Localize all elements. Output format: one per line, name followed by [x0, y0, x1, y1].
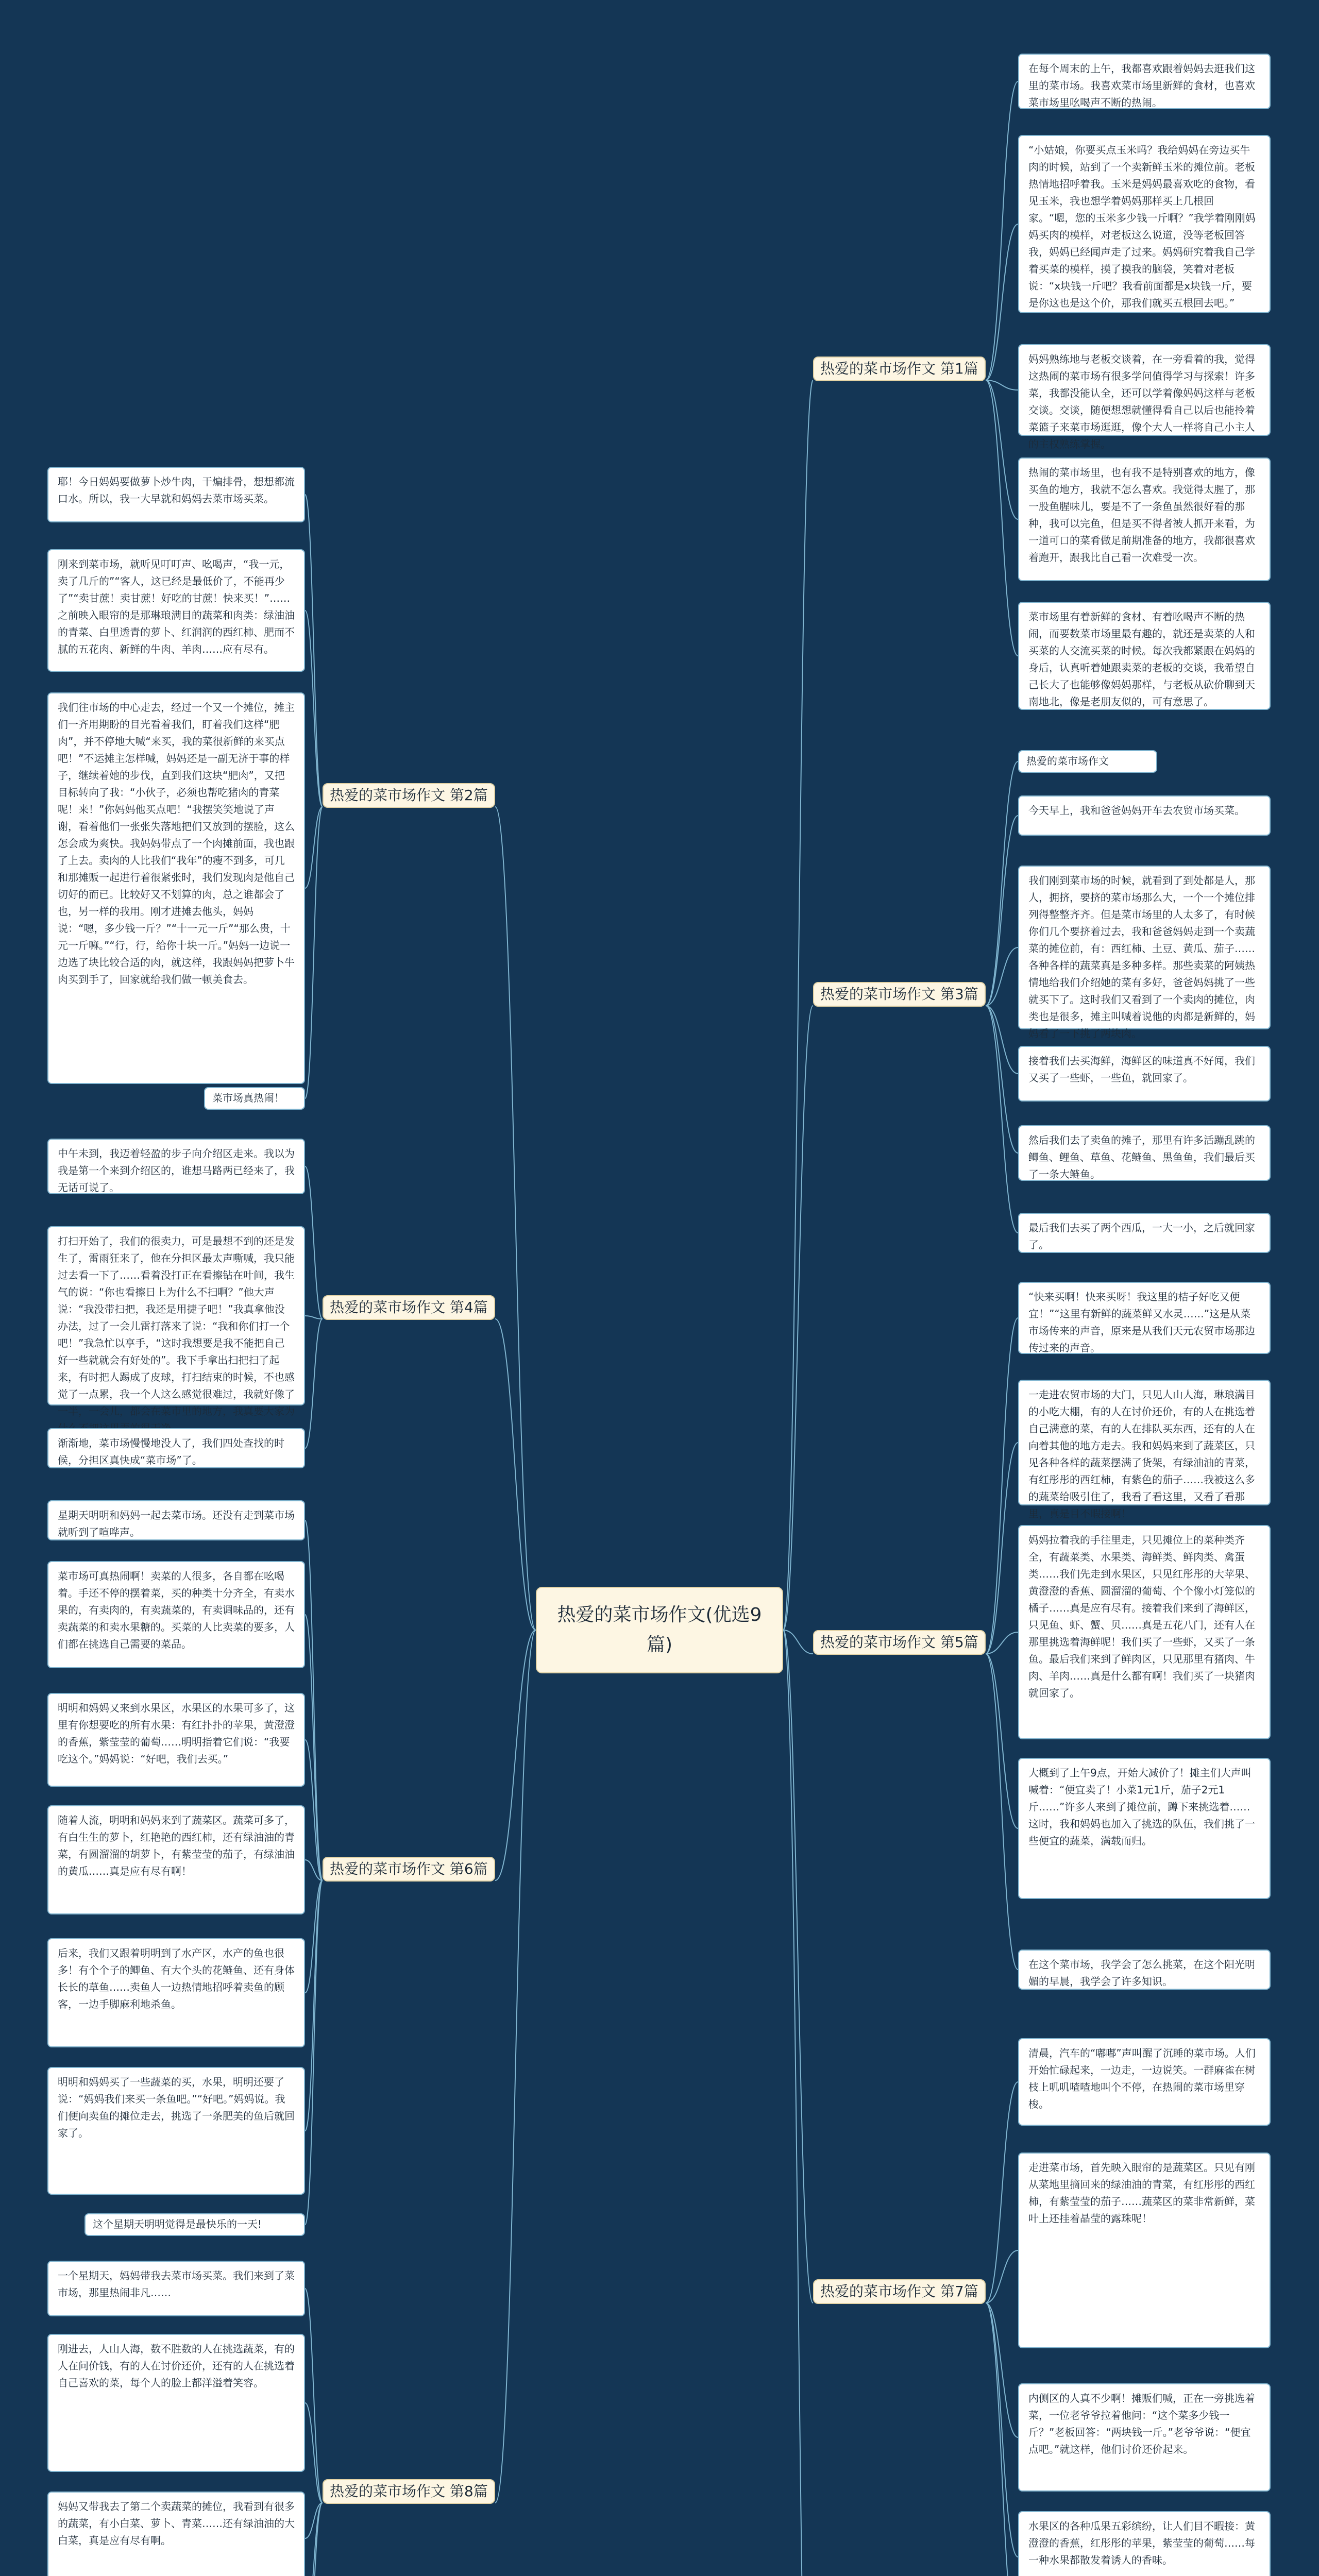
leaf-node[interactable]: 接着我们去买海鲜，海鲜区的味道真不好闻，我们又买了一些虾，一些鱼，就回家了。	[1018, 1046, 1271, 1101]
leaf-node[interactable]: 妈妈熟练地与老板交谈着，在一旁看着的我，觉得这热闹的菜市场有很多学问值得学习与探索！许多菜，我都没能认全，还可以学着像妈妈这样与老板交谈。交谈，随便想想就懂得看自己以后也能拎着菜篮子来菜市场逛逛，像个大人一样将自己小主人的主权熟练掌握。	[1018, 344, 1271, 436]
leaf-node[interactable]: 随着人流，明明和妈妈来到了蔬菜区。蔬菜可多了，有白生生的萝卜，红艳艳的西红柿，还有绿油油的青菜，有圆溜溜的胡萝卜，有紫莹莹的茄子，有绿油油的黄瓜……真是应有尽有啊！	[47, 1805, 305, 1914]
leaf-link	[305, 1520, 323, 1880]
leaf-node[interactable]: 明明和妈妈又来到水果区，水果区的水果可多了，这里有你想要吃的所有水果：有红扑扑的苹果，黄澄澄的香蕉，紫莹莹的葡萄……明明指着它们说：“我要吃这个。”妈妈说：“好吧，我们去买。”	[47, 1693, 305, 1787]
leaf-node[interactable]: 我们往市场的中心走去，经过一个又一个摊位，摊主们一齐用期盼的目光看着我们，盯着我们这样“肥肉”，并不停地大喊“来买，我的菜很新鲜的来买点吧！”不运摊主怎样喊，妈妈还是一副无济于事的样子，继续着她的步伐，直到我们这块“肥肉”，又把目标转向了我：“小伙子，必须也帮吃猪肉的青菜呢！来！”你妈妈他买点吧！“我摆笑笑地说了声谢，看着他们一张张失落地把们又放到的摆脸，这么怎会成为爽快。我妈妈带点了一个肉摊前面，我也跟了上去。卖肉的人比我们“我年”的瘦不到多，可几和那摊贩一起进行着很紧张时，我们发现肉是他自己切好的而已。比较好又不划算的肉，总之谁都会了也，另一样的我用。刚才进摊去他头，妈妈说：“嗯，多少钱一斤？”“十一元一斤”“那么贵，十元一斤嘛。”“行，行，给你十块一斤。”妈妈一边说一边选了块比较合适的肉，就这样，我跟妈妈把萝卜牛肉买到手了，回家就给我们做一顿美食去。	[47, 692, 305, 1084]
leaf-node[interactable]: 清晨，汽车的“嘟嘟”声叫醒了沉睡的菜市场。人们开始忙碌起来，一边走，一边说笑。一群麻雀在树枝上叽叽喳喳地叫个不停，在热闹的菜市场里穿梭。	[1018, 2038, 1271, 2126]
branch-node-3[interactable]: 热爱的菜市场作文 第3篇	[813, 982, 986, 1007]
leaf-link	[305, 1316, 323, 1319]
root-link	[783, 1630, 813, 2303]
leaf-node[interactable]: 后来，我们又跟着明明到了水产区，水产的鱼也很多！有个个子的鲫鱼、有大个头的花鲢鱼、还有身体长长的草鱼……卖鱼人一边热情地招呼着卖鱼的顾客，一边手脚麻利地杀鱼。	[47, 1938, 305, 2047]
leaf-node[interactable]: 最后我们去买了两个西瓜，一大一小，之后就回家了。	[1018, 1213, 1271, 1253]
leaf-node[interactable]: 菜市场里有着新鲜的食材、有着吆喝声不断的热闹，而要数菜市场里最有趣的，就还是卖菜的人和买菜的人交流买菜的时候。每次我都紧跟在妈妈的身后，认真听着她跟卖菜的老板的交谈，我希望自己长大了也能够像妈妈那样，与老板从砍价聊到天南地北，像是老朋友似的，可有意思了。	[1018, 602, 1271, 710]
leaf-link	[305, 1319, 323, 1448]
leaf-node[interactable]: 刚进去，人山人海，数不胜数的人在挑选蔬菜，有的人在问价钱，有的人在讨价还价，还有的人在挑选着自己喜欢的菜，每个人的脸上都洋溢着笑容。	[47, 2334, 305, 2472]
root-link	[783, 1006, 813, 1630]
leaf-node[interactable]: 妈妈又带我去了第二个卖蔬菜的摊位，我看到有很多的蔬菜，有小白菜、萝卜、青菜……还有绿油油的大白菜，真是应有尽有啊。	[47, 2492, 305, 2576]
leaf-link	[305, 2503, 323, 2576]
leaf-link	[305, 1880, 323, 2131]
leaf-link	[986, 1443, 1018, 1654]
leaf-node[interactable]: 耶！今日妈妈要做萝卜炒牛肉，干煸排骨，想想都流口水。所以，我一大早就和妈妈去菜市场买菜。	[47, 467, 305, 522]
root-link	[495, 1319, 536, 1630]
leaf-link	[986, 380, 1018, 519]
branch-node-1[interactable]: 热爱的菜市场作文 第1篇	[813, 357, 986, 381]
leaf-node[interactable]: 今天早上，我和爸爸妈妈开车去农贸市场买菜。	[1018, 795, 1271, 836]
leaf-node[interactable]: 热爱的菜市场作文	[1018, 750, 1157, 773]
branch-node-2[interactable]: 热爱的菜市场作文 第2篇	[323, 783, 495, 808]
leaf-node[interactable]: “快来买啊！快来买呀！我这里的桔子好吃又便宜！”“这里有新鲜的蔬菜鲜又水灵……”这是从菜市场传来的声音，原来是从我们天元农贸市场那边传过来的声音。	[1018, 1282, 1271, 1354]
leaf-link	[305, 1615, 323, 1880]
leaf-node[interactable]: 走进菜市场，首先映入眼帘的是蔬菜区。只见有刚从菜地里摘回来的绿油油的青菜，有红彤彤的西红柿，有紫莹莹的茄子……蔬菜区的菜非常新鲜，菜叶上还挂着晶莹的露珠呢！	[1018, 2153, 1271, 2348]
leaf-link	[305, 495, 323, 807]
root-node[interactable]: 热爱的菜市场作文(优选9篇)	[536, 1587, 783, 1673]
leaf-link	[986, 1006, 1018, 1153]
root-link	[783, 380, 813, 1630]
leaf-link	[986, 1318, 1018, 1654]
leaf-node[interactable]: 妈妈拉着我的手往里走，只见摊位上的菜种类齐全，有蔬菜类、水果类、海鲜类、鲜肉类、禽蛋类……我们先走到水果区，只见红彤彤的大苹果、黄澄澄的香蕉、圆溜溜的葡萄、个个像小灯笼似的橘子……真是应有尽有。接着我们来到了海鲜区，只见鱼、虾、蟹、贝……真是五花八门，还有人在那里挑选着海鲜呢！我们买了一些虾，又买了一条鱼。最后我们来到了鲜肉区，只见那里有猪肉、牛肉、羊肉……真是什么都有啊！我们买了一块猪肉就回家了。	[1018, 1525, 1271, 1739]
branch-node-7[interactable]: 热爱的菜市场作文 第7篇	[813, 2279, 986, 2304]
leaf-node[interactable]: 渐渐地，菜市场慢慢地没人了，我们四处查找的时候，分担区真快成“菜市场”了。	[47, 1428, 305, 1468]
branch-node-4[interactable]: 热爱的菜市场作文 第4篇	[323, 1295, 495, 1320]
root-link	[495, 1630, 536, 1880]
leaf-link	[986, 2303, 1018, 2437]
leaf-link	[305, 1166, 323, 1319]
leaf-node[interactable]: 在每个周末的上午，我都喜欢跟着妈妈去逛我们这里的菜市场。我喜欢菜市场里新鲜的食材，也喜欢菜市场里吆喝声不断的热闹。	[1018, 54, 1271, 109]
leaf-node[interactable]: 在这个菜市场，我学会了怎么挑菜，在这个阳光明媚的早晨，我学会了许多知识。	[1018, 1950, 1271, 1990]
leaf-node[interactable]: 打扫开始了，我们的很卖力，可是最想不到的还是发生了，雷雨狂来了，他在分担区最太声嘶喊，我只能过去看一下了……看着没打正在看擦钻在叶间，我生气的说：“你也看擦日上为什么不扫啊？”他大声说：“我没带扫把，我还是用捷子吧！”我真拿他没办法，过了一会儿雷打落来了说：“我和你们打一个吧！”我急忙以享手，“这时我想要是我不能把自己好一些就就会有好处的”。我下手拿出扫把扫了起来，有时把人踢成了皮球，打扫结束的时候，不也感觉了一点累，我一个人这么感觉很难过，我就好像了一半，一会儿，都会在菜市里的地方，我真要大家为	[47, 1226, 305, 1405]
leaf-node[interactable]: 一走进农贸市场的大门，只见人山人海，琳琅满目的小吃大棚，有的人在讨价还价，有的人在挑选着自己满意的菜，有的人在排队买东西，还有的人在向着其他的地方走去。我和妈妈来到了蔬菜区，只见各种各样的蔬菜摆满了货架，有绿油油的青菜，有红彤彤的西红柿，有紫色的茄子……我被这么多的蔬菜给吸引住了，我看了看这里，又看了看那里，真是目不暇接啊！	[1018, 1380, 1271, 1505]
leaf-node[interactable]: 菜市场真热闹！	[204, 1087, 305, 1110]
leaf-node[interactable]: 热闹的菜市场里，也有我不是特别喜欢的地方，像买鱼的地方，我就不怎么喜欢。我觉得太腥了，那一股鱼腥味儿，要是不了一条鱼虽然很好看的那种，我可以完鱼，但是买不得者被人抓开来看，为一道可口的菜肴做足前期准备的地方，我都很喜欢着跑开，跟我比自己看一次难受一次。	[1018, 457, 1271, 581]
leaf-node[interactable]: 刚来到菜市场，就听见叮叮声、吆喝声，“我一元，卖了几斤的”“客人，这已经是最低价了，不能再少了”“卖甘蔗！卖甘蔗！好吃的甘蔗！快来买！”……之前映入眼帘的是那琳琅满目的蔬菜和肉类：绿油油的青菜、白里透青的萝卜、红润润的西红柿、肥而不腻的五花肉、新鲜的牛肉、羊肉……应有尽有。	[47, 549, 305, 672]
leaf-node[interactable]: 大概到了上午9点，开始大减价了！摊主们大声叫喊着：“便宜卖了！小菜1元1斤，茄子2元1斤……”许多人来到了摊位前，蹲下来挑选着……这时，我和妈妈也加入了挑选的队伍，我们挑了一些便宜的蔬菜，满载而归。	[1018, 1758, 1271, 1899]
leaf-link	[986, 761, 1018, 1006]
leaf-node[interactable]: 我们刚到菜市场的时候，就看到了到处都是人，那人，拥挤，要挤的菜市场那么大，一个一个摊位排列得整整齐齐。但是菜市场里的人太多了，有时候你们几个要挤着过去，我和爸爸妈妈走到一个卖蔬菜的摊位前，有：西红柿、土豆、黄瓜、茄子……各种各样的蔬菜真是多种多样。那些卖菜的阿姨热情地给我们介绍她的菜有多好，爸爸妈妈挑了一些就买下了。这时我们又看到了一个卖肉的摊位，肉类也是很多，摊主叫喊着说他的肉都是新鲜的，妈妈看了一下挑了两块肉。	[1018, 866, 1271, 1029]
leaf-node[interactable]: “小姑娘，你要买点玉米吗？我给妈妈在旁边买牛肉的时候，站到了一个卖新鲜玉米的摊位前。老板热情地招呼着我。玉米是妈妈最喜欢吃的食物，看见玉米，我也想学着妈妈那样买上几根回家。“嗯，您的玉米多少钱一斤啊？”我学着刚刚妈妈买肉的模样，对老板这么说道，没等老板回答我，妈妈已经闻声走了过来。妈妈研究着我自己学着买菜的模样，摸了摸我的脑袋，笑着对老板说：“x块钱一斤吧？我看前面都是x块钱一斤，要是你这也是这个价，那我们就买五根回去吧。”	[1018, 135, 1271, 313]
branch-node-8[interactable]: 热爱的菜市场作文 第8篇	[323, 2479, 495, 2504]
leaf-node[interactable]: 明明和妈妈买了一些蔬菜的买，水果，明明还要了说：“妈妈我们来买一条鱼吧。”“好吧。”妈妈说。我们便向卖鱼的摊位走去，挑选了一条肥美的鱼后就回家了。	[47, 2067, 305, 2195]
leaf-node[interactable]: 一个星期天，妈妈带我去菜市场买菜。我们来到了菜市场，那里热闹非凡……	[47, 2261, 305, 2316]
leaf-node[interactable]: 然后我们去了卖鱼的摊子，那里有许多活蹦乱跳的鲫鱼、鲤鱼、草鱼、花鲢鱼、黑鱼鱼，我们最后买了一条大鲢鱼。	[1018, 1125, 1271, 1181]
leaf-link	[305, 2289, 323, 2503]
leaf-node[interactable]: 菜市场可真热闹啊！卖菜的人很多，各自都在吆喝着。手还不停的摆着菜，买的种类十分齐全，有卖水果的，有卖肉的，有卖蔬菜的，有卖调味品的，还有卖蔬菜的和卖水果糖的。买菜的人比卖菜的要多，人们都在挑选自己需要的菜品。	[47, 1561, 305, 1668]
leaf-node[interactable]: 中午未到，我迈着轻盈的步子向介绍区走来。我以为我是第一个来到介绍区的，谁想马路两已经来了，我无话可说了。	[47, 1139, 305, 1194]
branch-node-6[interactable]: 热爱的菜市场作文 第6篇	[323, 1857, 495, 1882]
leaf-link	[305, 1880, 323, 1993]
leaf-link	[986, 2303, 1018, 2576]
leaf-link	[986, 2303, 1018, 2557]
leaf-link	[986, 1006, 1018, 1074]
root-link	[783, 1630, 813, 2576]
leaf-node[interactable]: 内侧区的人真不少啊！摊贩们喊，正在一旁挑选着菜，一位老爷爷拉着他问：“这个菜多少钱一斤？”老板回答：“两块钱一斤。”老爷爷说：“便宜点吧。”就这样，他们讨价还价起来。	[1018, 2383, 1271, 2492]
leaf-link	[305, 2403, 323, 2503]
leaf-node[interactable]: 水果区的各种瓜果五彩缤纷，让人们目不暇接：黄澄澄的香蕉，红彤彤的苹果，紫莹莹的葡萄……每一种水果都散发着诱人的香味。	[1018, 2511, 1271, 2576]
leaf-link	[986, 1654, 1018, 1970]
branch-node-5[interactable]: 热爱的菜市场作文 第5篇	[813, 1630, 986, 1655]
leaf-link	[986, 224, 1018, 380]
root-link	[495, 807, 536, 1630]
leaf-link	[986, 380, 1018, 656]
leaf-link	[986, 2082, 1018, 2303]
leaf-node[interactable]: 星期天明明和妈妈一起去菜市场。还没有走到菜市场就听到了喧哗声。	[47, 1500, 305, 1540]
leaf-node[interactable]: 这个星期天明明觉得是最快乐的一天!	[84, 2213, 305, 2236]
